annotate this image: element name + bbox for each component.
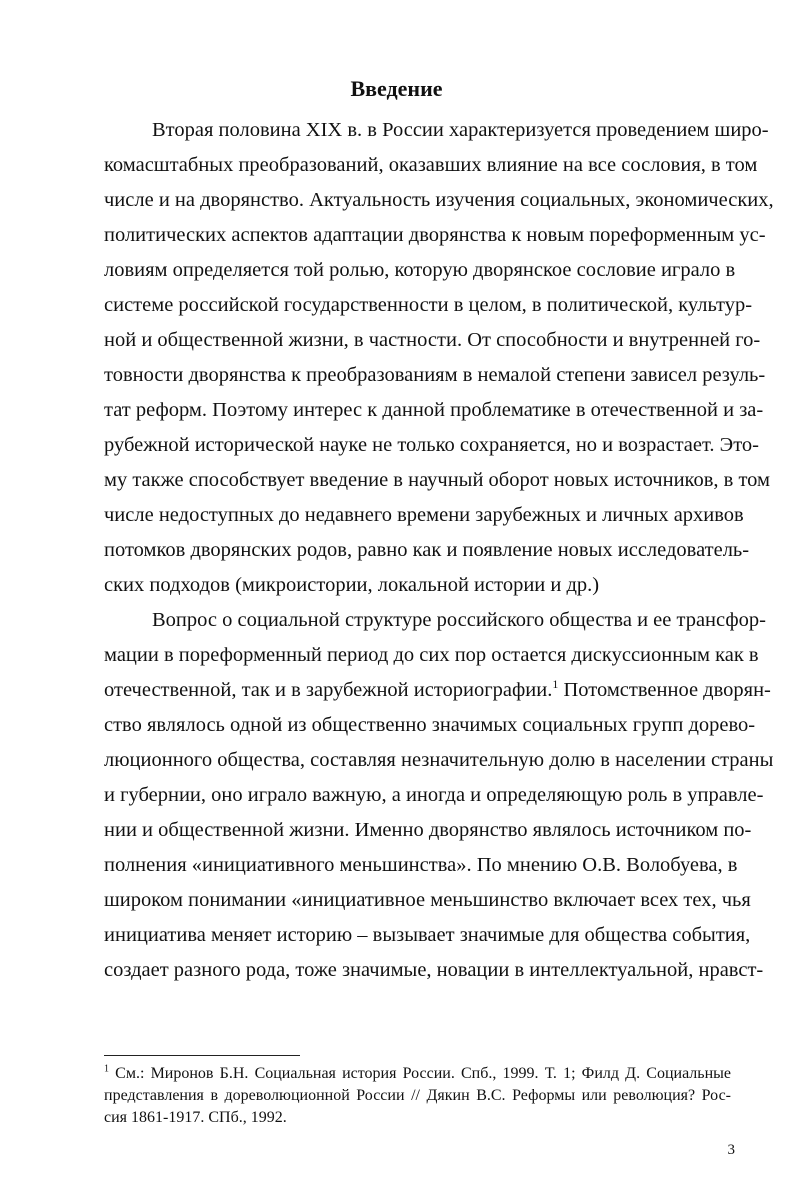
footnote-marker: 1 bbox=[104, 1063, 109, 1075]
text-line: Вторая половина XIX в. в России характеризуется проведением широ- bbox=[152, 119, 769, 141]
text-line: системе российской государственности в целом, в политической, культур- bbox=[104, 294, 753, 316]
footnote-line: представления в дореволюционной России // Дякин В.С. Реформы или революция? Рос- bbox=[104, 1087, 731, 1104]
text-line bbox=[104, 675, 771, 705]
text-line: мации в пореформенный период до сих пор остается дискуссионным как в bbox=[104, 644, 759, 666]
text-line: ских подходов (микроистории, локальной истории и др.) bbox=[104, 574, 600, 596]
text-line: широком понимании «инициативное меньшинство включает всех тех, чья bbox=[104, 889, 751, 911]
text-line: товности дворянства к преобразованиям в немалой степени зависел резуль- bbox=[104, 364, 766, 386]
text-line: и губернии, оно играло важную, а иногда и определяющую роль в управле- bbox=[104, 784, 764, 806]
text-line: ловиям определяется той ролью, которую дворянское сословие играло в bbox=[104, 259, 736, 281]
text-line: полнения «инициативного меньшинства». По мнению О.В. Волобуева, в bbox=[104, 854, 738, 876]
page-number: 3 bbox=[727, 1142, 735, 1158]
text-line: комасштабных преобразований, оказавших влияние на все сословия, в том bbox=[104, 154, 758, 176]
text-line: тат реформ. Поэтому интерес к данной проблематике в отечественной и за- bbox=[104, 399, 764, 421]
text-line: числе и на дворянство. Актуальность изучения социальных, экономических, bbox=[104, 189, 774, 211]
text-line: Вопрос о социальной структуре российского общества и ее трансфор- bbox=[152, 609, 766, 631]
text-line: ство являлось одной из общественно значимых социальных групп дорево- bbox=[104, 714, 756, 736]
footnote-divider bbox=[104, 1055, 300, 1056]
text-segment: Потомственное дворян- bbox=[558, 679, 771, 701]
section-title: Введение bbox=[350, 76, 443, 101]
footnote-line: сия 1861-1917. СПб., 1992. bbox=[104, 1109, 287, 1126]
text-line: политических аспектов адаптации дворянства к новым пореформенным ус- bbox=[104, 224, 766, 246]
text-line: ной и общественной жизни, в частности. От способности и внутренней го- bbox=[104, 329, 761, 351]
text-line: потомков дворянских родов, равно как и появление новых исследователь- bbox=[104, 539, 750, 561]
text-segment: См.: Миронов Б.Н. Социальная история России. Спб., 1999. Т. 1; Филд Д. Социальные bbox=[109, 1065, 731, 1082]
text-line: нии и общественной жизни. Именно дворянство являлось источником по- bbox=[104, 819, 752, 841]
text-line: числе недоступных до недавнего времени зарубежных и личных архивов bbox=[104, 504, 744, 526]
text-line: рубежной исторической науке не только сохраняется, но и возрастает. Это- bbox=[104, 434, 759, 456]
text-line: люционного общества, составляя незначительную долю в населении страны bbox=[104, 749, 774, 771]
text-line: инициатива меняет историю – вызывает значимые для общества события, bbox=[104, 924, 751, 946]
text-line: му также способствует введение в научный оборот новых источников, в том bbox=[104, 469, 770, 491]
footnote-reference[interactable]: 1 bbox=[552, 677, 559, 692]
footnote-line bbox=[104, 1063, 731, 1085]
text-segment: отечественной, так и в зарубежной историографии. bbox=[104, 679, 553, 701]
text-line: создает разного рода, тоже значимые, новации в интеллектуальной, нравст- bbox=[104, 959, 764, 981]
